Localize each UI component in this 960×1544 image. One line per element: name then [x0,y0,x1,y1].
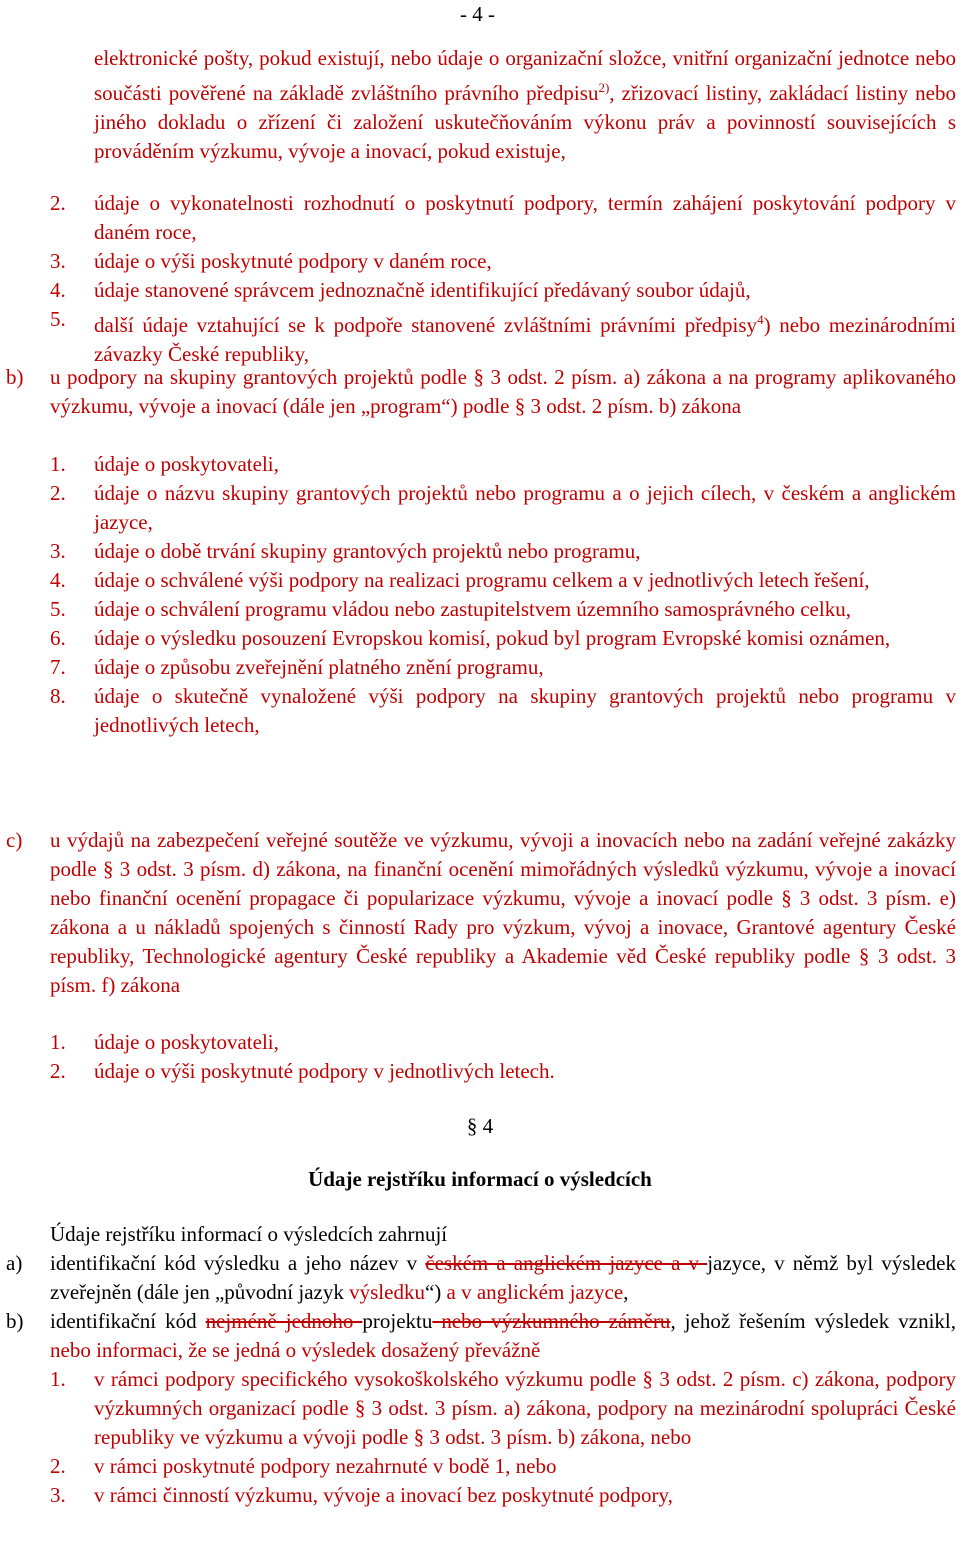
item-text: údaje o výši poskytnuté podpory v daném roce, [94,249,492,273]
section-intro: Údaje rejstříku informací o výsledcích zahrnují [50,1222,448,1246]
a-text-4: , [623,1280,629,1304]
section-number: § 4 [466,1114,494,1138]
item-number: 3. [50,249,66,273]
footnote-ref-2: 2) [598,80,610,95]
item-number: 1. [50,1367,66,1391]
b-text: u podpory na skupiny grantových projektů podle § 3 odst. 2 písm. a) zákona a na programy aplikovaného výzkumu, vývoje a inovací (dále jen „program“) podle § 3 odst. 2 písm. b) zákona [50,365,956,418]
c-label: c) [6,828,23,852]
b-label: b) [6,365,24,389]
b-items [50,450,956,740]
item-number: 4. [50,278,66,302]
list-item [50,653,956,682]
continuation-text: elektronické pošty, pokud existují, nebo údaje o organizační složce, vnitřní organizační jednotce nebo součásti pověřené na základě zvláštního právního předpisu [94,46,956,105]
deleted-text: nebo výzkumného záměru [432,1309,671,1333]
list-item [50,595,956,624]
b-text-2: projektu [362,1309,433,1333]
list-item [50,566,956,595]
item-text: údaje o výši poskytnuté podpory v jednotlivých letech. [94,1059,555,1083]
list-item [50,1028,956,1057]
a-label: a) [6,1251,23,1275]
page-number: - 4 - [460,2,495,26]
top-item-2 [50,189,956,247]
item-number: 2. [50,1454,66,1478]
item-number: 4. [50,568,66,592]
item-number: 8. [50,684,66,708]
item-text: údaje o poskytovateli, [94,1030,279,1054]
b-text-3: , jehož řešením výsledek vznikl, [670,1309,956,1333]
item-text: údaje o schválené výši podpory na realizaci programu celkem a v jednotlivých letech řešení, [94,568,870,592]
a-text-2: jazyce, v němž byl výsledek zveřejněn (dále jen „původní jazyk [50,1251,956,1304]
section-title: Údaje rejstříku informací o výsledcích [308,1167,652,1191]
continuation-paragraph [94,44,956,166]
list-item [50,537,956,566]
item-text: údaje o vykonatelnosti rozhodnutí o poskytnutí podpory, termín zahájení poskytování podpory v daném roce, [94,191,956,244]
item-number: 1. [50,1030,66,1054]
c-items [50,1028,956,1086]
top-item-4 [50,276,956,305]
b-label: b) [6,1309,24,1333]
a-text [50,1249,956,1307]
item5-text-b: ) nebo mezinárodními závazky České republiky, [94,313,956,366]
section-b [6,363,956,421]
item-text: údaje o způsobu zveřejnění platného znění programu, [94,655,544,679]
item-number: 2. [50,1059,66,1083]
item-text: údaje o poskytovateli, [94,452,279,476]
item5-text-a: další údaje vztahující se k podpoře stanovené zvláštními právními předpisy [94,313,758,337]
item-text: údaje o schválení programu vládou nebo zastupitelstvem územního samosprávného celku, [94,597,851,621]
b-text-1: identifikační kód [50,1309,206,1333]
deleted-text: nejméně jednoho [205,1309,363,1333]
list-item [50,450,956,479]
deleted-text: českém a anglickém jazyce a v [425,1251,708,1275]
section-b-items [50,1365,956,1510]
section-item-b [6,1307,956,1365]
item-text: v rámci činností výzkumu, vývoje a inovací bez poskytnuté podpory, [94,1483,673,1507]
top-item-3 [50,247,956,276]
item-number: 5. [50,597,66,621]
list-item [50,682,956,740]
list-item [50,479,956,537]
item-text: v rámci podpory specifického vysokoškolského výzkumu podle § 3 odst. 2 písm. c) zákona, podpory výzkumných organizací podle § 3 odst. 3 písm. a) zákona, podpory na mezinárodní spolupráci České republiky ve výzkumu a vývoji podle § 3 odst. 3 písm. b) zákona, nebo [94,1367,956,1449]
continuation-text-rest: , zřizovací listiny, zakládací listiny nebo jiného dokladu o zřízení či založení uskutečňováním výkonu práv a povinností souvisejících s prováděním výzkumu, vývoje a inovací, pokud existuje, [94,81,956,163]
inserted-text: nebo informaci, že se jedná o výsledek dosažený převážně [50,1338,541,1362]
item-number: 3. [50,539,66,563]
inserted-text: výsledku [349,1280,425,1304]
top-item-5 [50,305,956,369]
item-number: 2. [50,481,66,505]
item-text: údaje stanovené správcem jednoznačně identifikující předávaný soubor údajů, [94,278,751,302]
item-text: v rámci poskytnuté podpory nezahrnuté v bodě 1, nebo [94,1454,557,1478]
c-text: u výdajů na zabezpečení veřejné soutěže ve výzkumu, vývoji a inovacích nebo na zadání veřejné zakázky podle § 3 odst. 3 písm. d) zákona, na finanční ocenění mimořádných výsledků výzkumu, vývoje a inovací nebo finanční ocenění propagace či popularizace výzkumu, vývoje a inovací podle § 3 odst. 3 písm. e) zákona a u nákladů spojených s činností Rady pro výzkum, vývoj a inovace, Grantové agentury České republiky, Technologické agentury České republiky a Akademie věd České republiky podle § 3 odst. 3 písm. f) zákona [50,828,956,997]
section-c [6,826,956,1000]
item-number: 1. [50,452,66,476]
item-number: 2. [50,191,66,215]
a-text-3: “) [424,1280,447,1304]
item-number: 6. [50,626,66,650]
item-number: 7. [50,655,66,679]
b-text [50,1307,956,1365]
inserted-text: a v anglickém jazyce [446,1280,624,1304]
list-item [50,1057,956,1086]
item-text: údaje o výsledku posouzení Evropskou komisí, pokud byl program Evropské komisi oznámen, [94,626,891,650]
a-text-1: identifikační kód výsledku a jeho název v [50,1251,426,1275]
list-item [50,624,956,653]
item-text: údaje o názvu skupiny grantových projektů nebo programu a o jejich cílech, v českém a anglickém jazyce, [94,481,956,534]
section-item-a [6,1249,956,1307]
item-text [94,305,956,369]
item-number: 5. [50,307,66,331]
item-number: 3. [50,1483,66,1507]
item-text: údaje o skutečně vynaložené výši podpory na skupiny grantových projektů nebo programu v jednotlivých letech, [94,684,956,737]
list-item [50,1452,956,1481]
footnote-ref-4: 4 [757,312,764,327]
list-item [50,1365,956,1452]
list-item [50,1481,956,1510]
item-text: údaje o době trvání skupiny grantových projektů nebo programu, [94,539,641,563]
